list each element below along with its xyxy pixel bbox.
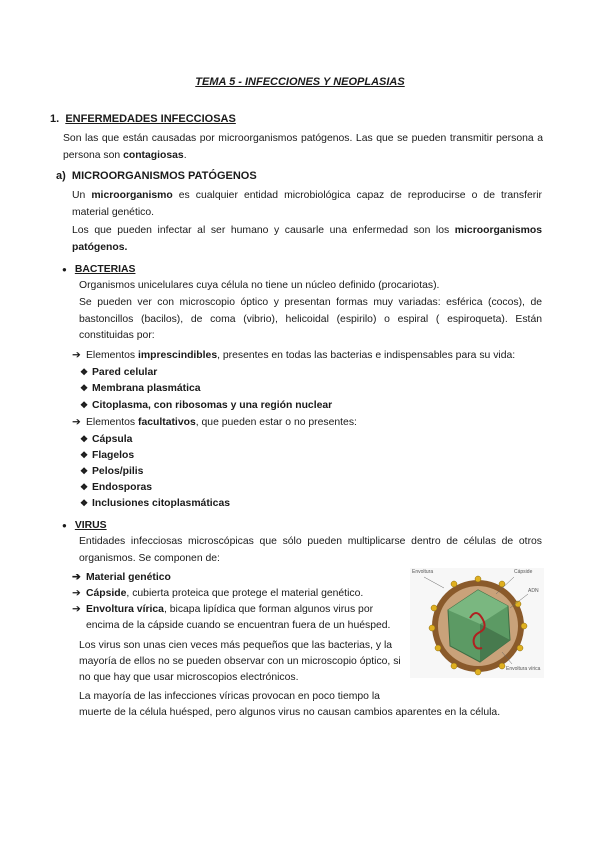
micro-paragraph-2 [72,223,542,256]
p2-bold: microorganismos patógenos. [72,225,542,253]
figure-label-capsid: Cápside [514,569,533,575]
item-text: Citoplasma, con ribosomas y una región nuclear [92,400,333,411]
list-item [80,397,332,415]
item-rest: , bicapa lipídica que forman algunos virus por [163,604,374,615]
item-text: Endosporas [92,482,153,493]
arrow-icon: ➔ [72,604,81,615]
list-item [80,380,201,398]
virus-p3-line1: La mayoría de las infecciones víricas provocan en poco tiempo la [79,691,380,702]
item-rest: , cubierta proteica que protege el material genético. [126,588,364,599]
item-text: Flagelos [92,450,135,461]
section-number: 1. [50,113,60,125]
figure-label-genome: ADN [528,588,539,594]
diamond-icon: ❖ [80,367,89,377]
micro-paragraph-1 [72,188,542,221]
fac-start: Elementos [86,417,138,428]
virus-p1: Entidades infecciosas microscópicas que sólo pueden multiplicarse dentro de células de otros organismos. Se componen de: [79,536,542,564]
bacterias-p1: Organismos unicelulares cuya célula no tiene un núcleo definido (procariotas). [79,280,440,291]
item-text: Membrana plasmática [92,383,201,394]
item-text: Inclusiones citoplasmáticas [92,498,231,509]
virus-p2-line1: Los virus son unas cien veces más pequeños que las bacterias, y la [79,640,393,651]
subsection-title: MICROORGANISMOS PATÓGENOS [71,170,257,182]
intro-text: Son las que están causadas por microorganismos patógenos. Las que se pueden transmitir persona a persona son [63,133,543,161]
diamond-icon: ❖ [80,434,89,444]
virus-p3-line2: muerte de la célula huésped, pero algunos virus no causan cambios aparentes en la célula. [79,707,501,718]
virus-illustration [410,568,544,678]
list-item [80,431,132,449]
subsection-letter: a) [56,170,66,182]
bullet-icon: ● [62,265,67,274]
list-item [80,447,134,465]
p1-bold: microorganismo [91,190,173,201]
diamond-icon: ❖ [80,466,89,476]
bacterias-p2: Se pueden ver con microscopio óptico y presentan formas muy variadas: esférica (cocos), de bastoncillos (bacilos), de coma (vibrio), helicoidal (espirilo) o espiral ( espiroqueta). Están constituidas por: [79,297,542,341]
virus-p2-line2: mayoría de ellos no se pueden observar con un microscopio óptico, si [79,656,401,667]
bacterias-heading [62,262,135,279]
item-bold: Envoltura vírica [86,604,164,615]
list-item [80,463,143,481]
facultativos-line [72,415,357,432]
diamond-icon: ❖ [80,400,89,410]
item-text: Pelos/pilis [92,466,144,477]
list-item [80,364,157,382]
diamond-icon: ❖ [80,482,89,492]
arrow-icon: ➔ [72,588,81,599]
virus-label: VIRUS [74,520,107,531]
fac-bold: facultativos [137,417,196,428]
virus-diagram [410,568,544,678]
item-bold: Material genético [86,572,171,583]
subsection-heading [56,168,257,185]
intro-bold: contagiosas [123,149,184,161]
imp-bold: imprescindibles [137,350,218,361]
intro-end: . [183,149,187,161]
figure-label-envelope: Envoltura [412,569,434,575]
item-text: Cápsula [92,434,133,445]
imprescindibles-line [72,348,515,365]
virus-heading [62,518,107,535]
fac-end: , que pueden estar o no presentes: [195,417,357,428]
page-title: TEMA 5 - INFECCIONES Y NEOPLASIAS [195,76,405,88]
bullet-icon: ● [62,521,67,530]
item-text: Pared celular [92,367,158,378]
virus-item-3 [72,602,402,619]
diamond-icon: ❖ [80,498,89,508]
imp-start: Elementos [86,350,138,361]
section-title: ENFERMEDADES INFECCIOSAS [65,113,236,125]
diamond-icon: ❖ [80,383,89,393]
section-intro [63,131,543,164]
arrow-icon: ➔ [72,572,81,583]
figure-label-spikes: Envoltura vírica [506,666,541,672]
p1-rest: es cualquier entidad microbiológica capaz de reproducirse o de transferir material genético. [72,190,542,218]
diamond-icon: ❖ [80,450,89,460]
virus-item-1 [72,570,171,587]
imp-end: , presentes en todas las bacterias e indispensables para su vida: [217,350,516,361]
section-heading [50,111,236,128]
virus-p2-line3: no que hay que usar microscopios electrónicos. [79,672,299,683]
list-item [80,479,152,497]
list-item [80,495,230,513]
arrow-icon: ➔ [72,417,81,428]
bacterias-label: BACTERIAS [74,264,136,275]
arrow-icon: ➔ [72,350,81,361]
virus-item-3-cont: encima de la cápside cuando se encuentran fuera de un huésped. [86,620,391,631]
item-bold: Cápside [86,588,127,599]
p2-start: Los que pueden infectar al ser humano y causarle una enfermedad son los [72,225,455,236]
virus-item-2 [72,586,363,603]
p1-start: Un [72,190,92,201]
